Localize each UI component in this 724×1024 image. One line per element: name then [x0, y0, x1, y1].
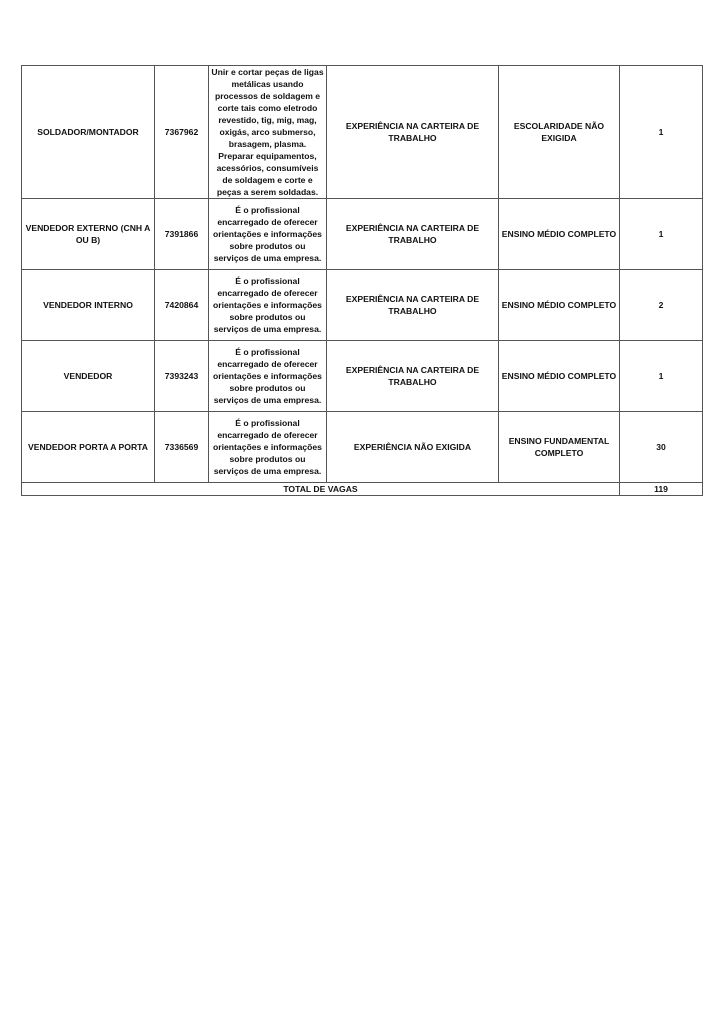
job-title-cell: VENDEDOR EXTERNO (CNH A OU B): [22, 199, 155, 270]
experience-cell: EXPERIÊNCIA NA CARTEIRA DE TRABALHO: [327, 66, 499, 199]
job-title-cell: SOLDADOR/MONTADOR: [22, 66, 155, 199]
table-row: [22, 66, 703, 199]
experience-cell: EXPERIÊNCIA NÃO EXIGIDA: [327, 412, 499, 483]
total-value: 119: [620, 483, 703, 496]
openings-cell: 1: [620, 341, 703, 412]
total-label: TOTAL DE VAGAS: [22, 483, 620, 496]
experience-cell: EXPERIÊNCIA NA CARTEIRA DE TRABALHO: [327, 270, 499, 341]
job-code-cell: 7420864: [155, 270, 209, 341]
job-description-cell: É o profissional encarregado de oferecer orientações e informações sobre produtos ou serviços de uma empresa.: [209, 199, 327, 270]
job-description-cell: É o profissional encarregado de oferecer orientações e informações sobre produtos ou serviços de uma empresa.: [209, 412, 327, 483]
openings-cell: 30: [620, 412, 703, 483]
education-cell: ENSINO MÉDIO COMPLETO: [499, 270, 620, 341]
job-code-cell: 7336569: [155, 412, 209, 483]
education-cell: ENSINO FUNDAMENTAL COMPLETO: [499, 412, 620, 483]
experience-cell: EXPERIÊNCIA NA CARTEIRA DE TRABALHO: [327, 199, 499, 270]
table-row: [22, 341, 703, 412]
total-row: [22, 483, 703, 496]
job-title-cell: VENDEDOR: [22, 341, 155, 412]
table-row: [22, 199, 703, 270]
job-description-cell: Unir e cortar peças de ligas metálicas usando processos de soldagem e corte tais como eletrodo revestido, tig, mig, mag, oxigás, arco submerso, brasagem, plasma. Preparar equipamentos, acessórios, consumíveis de soldagem e corte e peças a serem soldadas.: [209, 66, 327, 199]
job-openings-table: [21, 65, 703, 496]
job-code-cell: 7393243: [155, 341, 209, 412]
experience-cell: EXPERIÊNCIA NA CARTEIRA DE TRABALHO: [327, 341, 499, 412]
job-title-cell: VENDEDOR INTERNO: [22, 270, 155, 341]
education-cell: ENSINO MÉDIO COMPLETO: [499, 341, 620, 412]
job-title-cell: VENDEDOR PORTA A PORTA: [22, 412, 155, 483]
openings-cell: 1: [620, 66, 703, 199]
job-code-cell: 7391866: [155, 199, 209, 270]
job-code-cell: 7367962: [155, 66, 209, 199]
job-description-cell: É o profissional encarregado de oferecer orientações e informações sobre produtos ou serviços de uma empresa.: [209, 341, 327, 412]
education-cell: ESCOLARIDADE NÃO EXIGIDA: [499, 66, 620, 199]
table-row: [22, 270, 703, 341]
job-description-cell: É o profissional encarregado de oferecer orientações e informações sobre produtos ou serviços de uma empresa.: [209, 270, 327, 341]
education-cell: ENSINO MÉDIO COMPLETO: [499, 199, 620, 270]
openings-cell: 2: [620, 270, 703, 341]
table-row: [22, 412, 703, 483]
openings-cell: 1: [620, 199, 703, 270]
